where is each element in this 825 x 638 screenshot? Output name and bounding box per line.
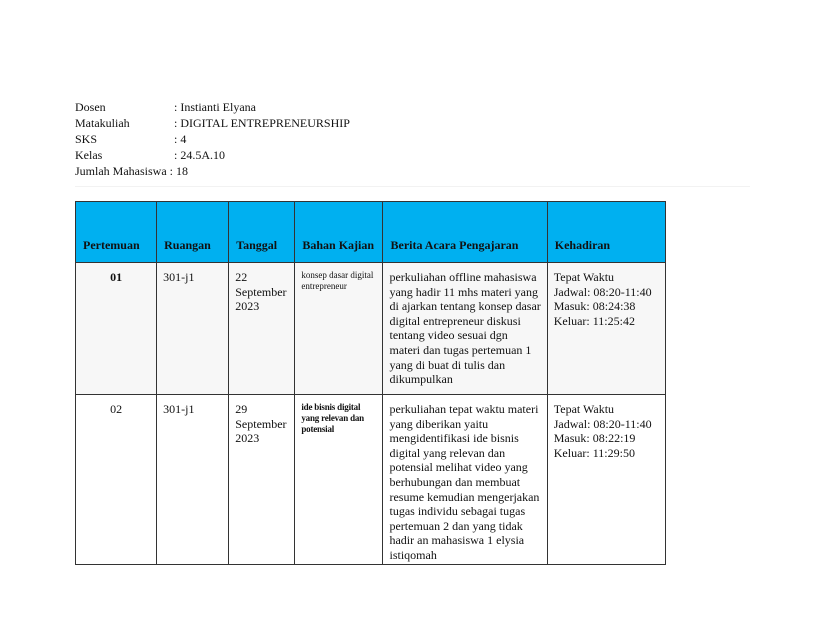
sks-label: SKS: [75, 132, 98, 146]
kehadiran-cell: [547, 263, 665, 395]
tanggal-cell: 29 September 2023: [229, 395, 295, 565]
sks-value: : 4: [174, 132, 187, 146]
info-row-dosen: [75, 99, 350, 115]
header-berita-acara: Berita Acara Pengajaran: [383, 202, 547, 263]
header-tanggal: Tanggal: [229, 202, 295, 263]
kehadiran-status: Tepat Waktu: [553, 270, 615, 284]
table-row: [76, 395, 666, 565]
pertemuan-cell: 01: [76, 263, 157, 395]
berita-acara-cell: perkuliahan tepat waktu materi yang diberikan yaitu mengidentifikasi ide bisnis digital yang relevan dan potensial melihat video yang berhubungan dan membuat resume kemudian mengerjakan tugas individu sebagai tugas pertemuan 2 dan yang tidak hadir an mahasiswa 1 elysia istiqomah: [383, 395, 547, 565]
course-info: [75, 99, 350, 179]
matakuliah-value: : DIGITAL ENTREPRENEURSHIP: [174, 116, 350, 130]
table-header-row: [76, 202, 666, 263]
jumlah-mahasiswa-label: Jumlah Mahasiswa: [75, 164, 167, 178]
header-kehadiran: Kehadiran: [547, 202, 665, 263]
bahan-kajian-cell: konsep dasar digital entrepreneur: [295, 263, 383, 395]
kehadiran-masuk: Masuk: 08:24:38: [553, 299, 636, 314]
tanggal-cell: 22 September 2023: [229, 263, 295, 395]
table-row: [76, 263, 666, 395]
kehadiran-cell: [547, 395, 665, 565]
header-pertemuan: Pertemuan: [76, 202, 157, 263]
kehadiran-status: Tepat Waktu: [553, 402, 615, 416]
kehadiran-keluar: Keluar: 11:29:50: [553, 445, 635, 460]
info-row-sks: [75, 131, 350, 147]
kehadiran-jadwal: Jadwal: 08:20-11:40: [553, 284, 652, 299]
ruangan-cell: 301-j1: [157, 395, 229, 565]
kelas-value: : 24.5A.10: [174, 148, 225, 162]
kehadiran-jadwal: Jadwal: 08:20-11:40: [553, 416, 652, 431]
bahan-kajian-cell: ide bisnis digital yang relevan dan potensial: [295, 395, 383, 565]
kehadiran-keluar: Keluar: 11:25:42: [553, 313, 635, 328]
info-row-matakuliah: [75, 115, 350, 131]
berita-acara-cell: perkuliahan offline mahasiswa yang hadir 11 mhs materi yang di ajarkan tentang konsep dasar digital entrepreneur diskusi tentang video sesuai dgn materi dan tugas pertemuan 1 yang di buat di tulis dan dikumpulkan: [383, 263, 547, 395]
pertemuan-cell: 02: [76, 395, 157, 565]
attendance-table: [75, 201, 666, 565]
ruangan-cell: 301-j1: [157, 263, 229, 395]
header-bahan-kajian: Bahan Kajian: [295, 202, 383, 263]
info-row-kelas: [75, 147, 350, 163]
matakuliah-label: Matakuliah: [75, 116, 130, 130]
header-ruangan: Ruangan: [157, 202, 229, 263]
kelas-label: Kelas: [75, 148, 103, 162]
jumlah-mahasiswa-value: : 18: [169, 164, 188, 178]
kehadiran-masuk: Masuk: 08:22:19: [553, 431, 636, 446]
dosen-value: : Instianti Elyana: [174, 100, 256, 114]
info-row-jumlah: [75, 163, 350, 179]
divider: [75, 186, 750, 187]
dosen-label: Dosen: [75, 100, 106, 114]
